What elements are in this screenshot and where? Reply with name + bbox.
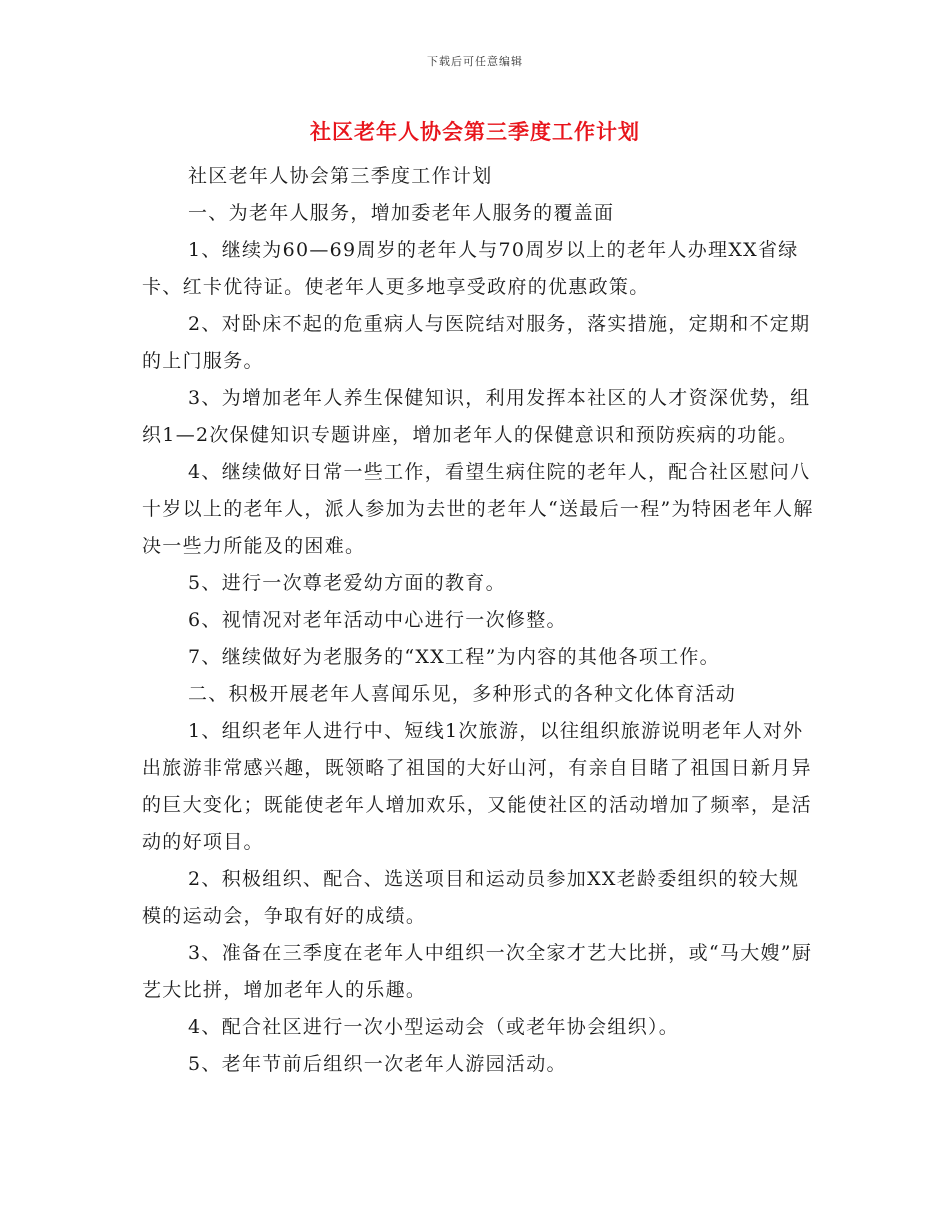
paragraph: 6、视情况对老年活动中心进行一次修整。 xyxy=(188,609,567,631)
section-heading: 一、为老年人服务，增加委老年人服务的覆盖面 xyxy=(188,202,615,224)
paragraph: 3、为增加老年人养生保健知识，利用发挥本社区的人才资深优势，组织1—2次保健知识专题讲座，增加老年人的保健意识和预防疾病的功能。 xyxy=(142,387,811,446)
paragraph: 4、配合社区进行一次小型运动会（或老年协会组织）。 xyxy=(188,1016,680,1038)
paragraph: 4、继续做好日常一些工作，看望生病住院的老年人，配合社区慰问八十岁以上的老年人，派人参加为去世的老年人“送最后一程”为特困老年人解决一些力所能及的困难。 xyxy=(142,461,814,557)
document-body xyxy=(142,158,814,1083)
header-note: 下载后可任意编辑 xyxy=(427,55,523,68)
paragraph: 5、老年节前后组织一次老年人游园活动。 xyxy=(188,1053,567,1075)
paragraph: 5、进行一次尊老爱幼方面的教育。 xyxy=(188,572,506,594)
paragraph: 社区老年人协会第三季度工作计划 xyxy=(188,165,493,187)
paragraph: 1、继续为60—69周岁的老年人与70周岁以上的老年人办理XX省绿卡、红卡优待证。使老年人更多地享受政府的优惠政策。 xyxy=(142,239,799,298)
paragraph: 2、对卧床不起的危重病人与医院结对服务，落实措施，定期和不定期的上门服务。 xyxy=(142,313,811,372)
document-title: 社区老年人协会第三季度工作计划 xyxy=(310,119,640,144)
paragraph: 2、积极组织、配合、选送项目和运动员参加XX老龄委组织的较大规模的运动会，争取有好的成绩。 xyxy=(142,868,800,927)
paragraph: 7、继续做好为老服务的“XX工程”为内容的其他各项工作。 xyxy=(188,646,720,668)
paragraph: 1、组织老年人进行中、短线1次旅游，以往组织旅游说明老年人对外出旅游非常感兴趣，既领略了祖国的大好山河，有亲自目睹了祖国日新月异的巨大变化；既能使老年人增加欢乐，又能使社区的活动增加了频率，是活动的好项目。 xyxy=(142,720,812,853)
paragraph: 3、准备在三季度在老年人中组织一次全家才艺大比拼，或“马大嫂”厨艺大比拼，增加老年人的乐趣。 xyxy=(142,942,813,1001)
section-heading: 二、积极开展老年人喜闻乐见，多种形式的各种文化体育活动 xyxy=(188,683,737,705)
